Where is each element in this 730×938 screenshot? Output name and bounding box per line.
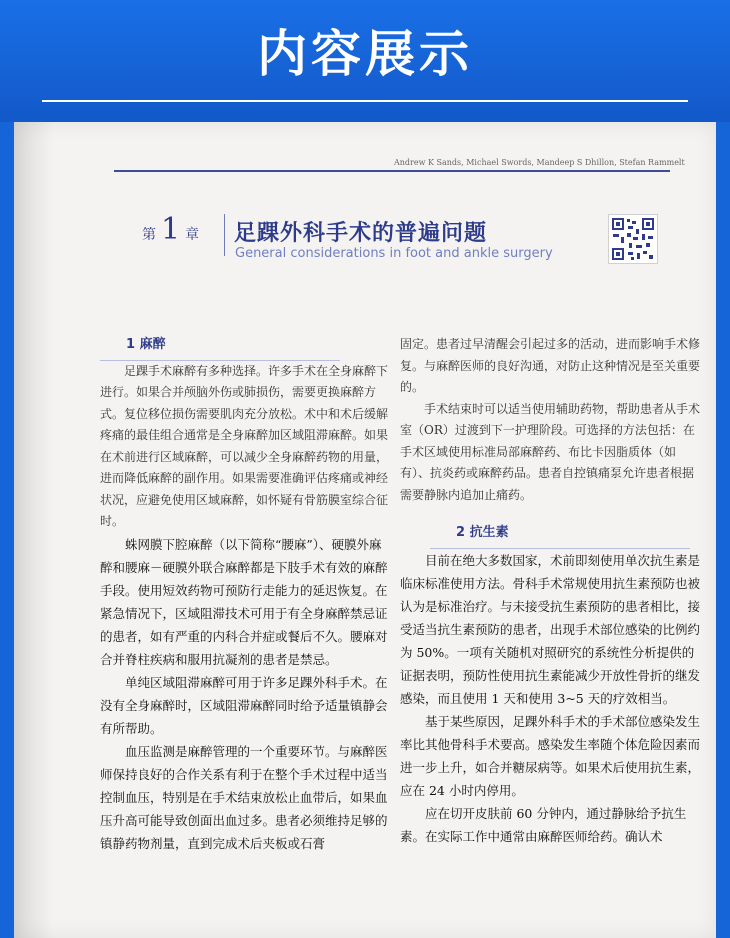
book-page: [14, 122, 716, 938]
section-heading-antibiotics: 2 抗生素: [430, 522, 690, 549]
section-heading-anesthesia: 1 麻醉: [100, 334, 340, 361]
chapter-title: 足踝外科手术的普遍问题: [234, 221, 488, 246]
banner-title: 内容展示: [257, 25, 473, 83]
qr-code-icon: [608, 214, 658, 264]
header-rule: [114, 170, 670, 172]
banner-divider: [42, 100, 688, 102]
paragraph: 血压监测是麻醉管理的一个重要环节。与麻醉医师保持良好的合作关系有利于在整个手术过程中适当控制血压，特别是在手术结束放松止血带后，如果血压升高可能导致创面出血过多。患者必须维持足够的镇静药物剂量，直到完成术后夹板或石膏: [100, 743, 388, 851]
chapter-subtitle: General considerations in foot and ankle surgery: [235, 246, 553, 261]
paragraph: 蛛网膜下腔麻醉（以下简称“腰麻”）、硬膜外麻醉和腰麻－硬膜外联合麻醉都是下肢手术有效的麻醉手段。使用短效药物可预防行走能力的延迟恢复。在紧急情况下，区域阻滞技术可用于有全身麻醉禁忌证的患者，如有严重的内科合并症或餐后不久。腰麻对合并脊柱疾病和服用抗凝剂的患者是禁忌。: [100, 536, 388, 667]
paragraph: 单纯区域阻滞麻醉可用于许多足踝外科手术。在没有全身麻醉时，区域阻滞麻醉同时给予适量镇静会有所帮助。: [100, 674, 388, 736]
paragraph: 应在切开皮肤前 60 分钟内，通过静脉给予抗生素。在实际工作中通常由麻醉医师给药。确认术: [400, 805, 687, 844]
paragraph: 固定。患者过早清醒会引起过多的活动，进而影响手术修复。与麻醉医师的良好沟通，对防止这种情况是至关重要的。: [400, 337, 701, 394]
banner: [0, 0, 730, 122]
chapter-suffix: 章: [185, 227, 200, 243]
paragraph: 基于某些原因，足踝外科手术的手术部位感染发生率比其他骨科手术要高。感染发生率随个体危险因素而进一步上升，如合并糖尿病等。如果术后使用抗生素，应在 24 小时内停用。: [400, 713, 701, 798]
paragraph: 手术结束时可以适当使用辅助药物，帮助患者从手术室（OR）过渡到下一护理阶段。可选择的方法包括：在手术区域使用标准局部麻醉药、布比卡因脂质体（如有）、抗炎药或麻醉药品。患者自控镇痛泵允许患者根据需要静脉内追加止痛药。: [400, 401, 701, 502]
page-authors: Andrew K Sands, Michael Swords, Mandeep S Dhillon, Stefan Rammelt: [394, 158, 685, 167]
paragraph: 足踝手术麻醉有多种选择。许多手术在全身麻醉下进行。如果合并颅脑外伤或肺损伤，需要更换麻醉方式。复位移位损伤需要肌肉充分放松。术中和术后缓解疼痛的最佳组合通常是全身麻醉加区域阻滞麻醉。如果在术前进行区域麻醉，可以减少全身麻醉药物的用量，进而降低麻醉的副作用。如果需要准确评估疼痛或神经状况，应避免使用区域麻醉，如怀疑有骨筋膜室综合征时。: [100, 363, 389, 528]
right-column: [400, 334, 700, 848]
chapter-label: [142, 212, 199, 247]
left-column: [100, 334, 390, 855]
chapter-divider: [224, 214, 225, 256]
paragraph: 目前在绝大多数国家，术前即刻使用单次抗生素是临床标准使用方法。骨科手术常规使用抗生素预防也被认为是标准治疗。与未接受抗生素预防的患者相比，接受适当抗生素预防的患者，出现手术部位感染的比例约为 50%。一项有关随机对照研究的系统性分析提供的证据表明，预防性使用抗生素能减少开放性骨折的继发感染，而且使用 1 天和使用 3~5 天的疗效相当。: [400, 552, 701, 706]
chapter-prefix: 第: [142, 227, 156, 243]
chapter-number: 1: [161, 212, 181, 247]
